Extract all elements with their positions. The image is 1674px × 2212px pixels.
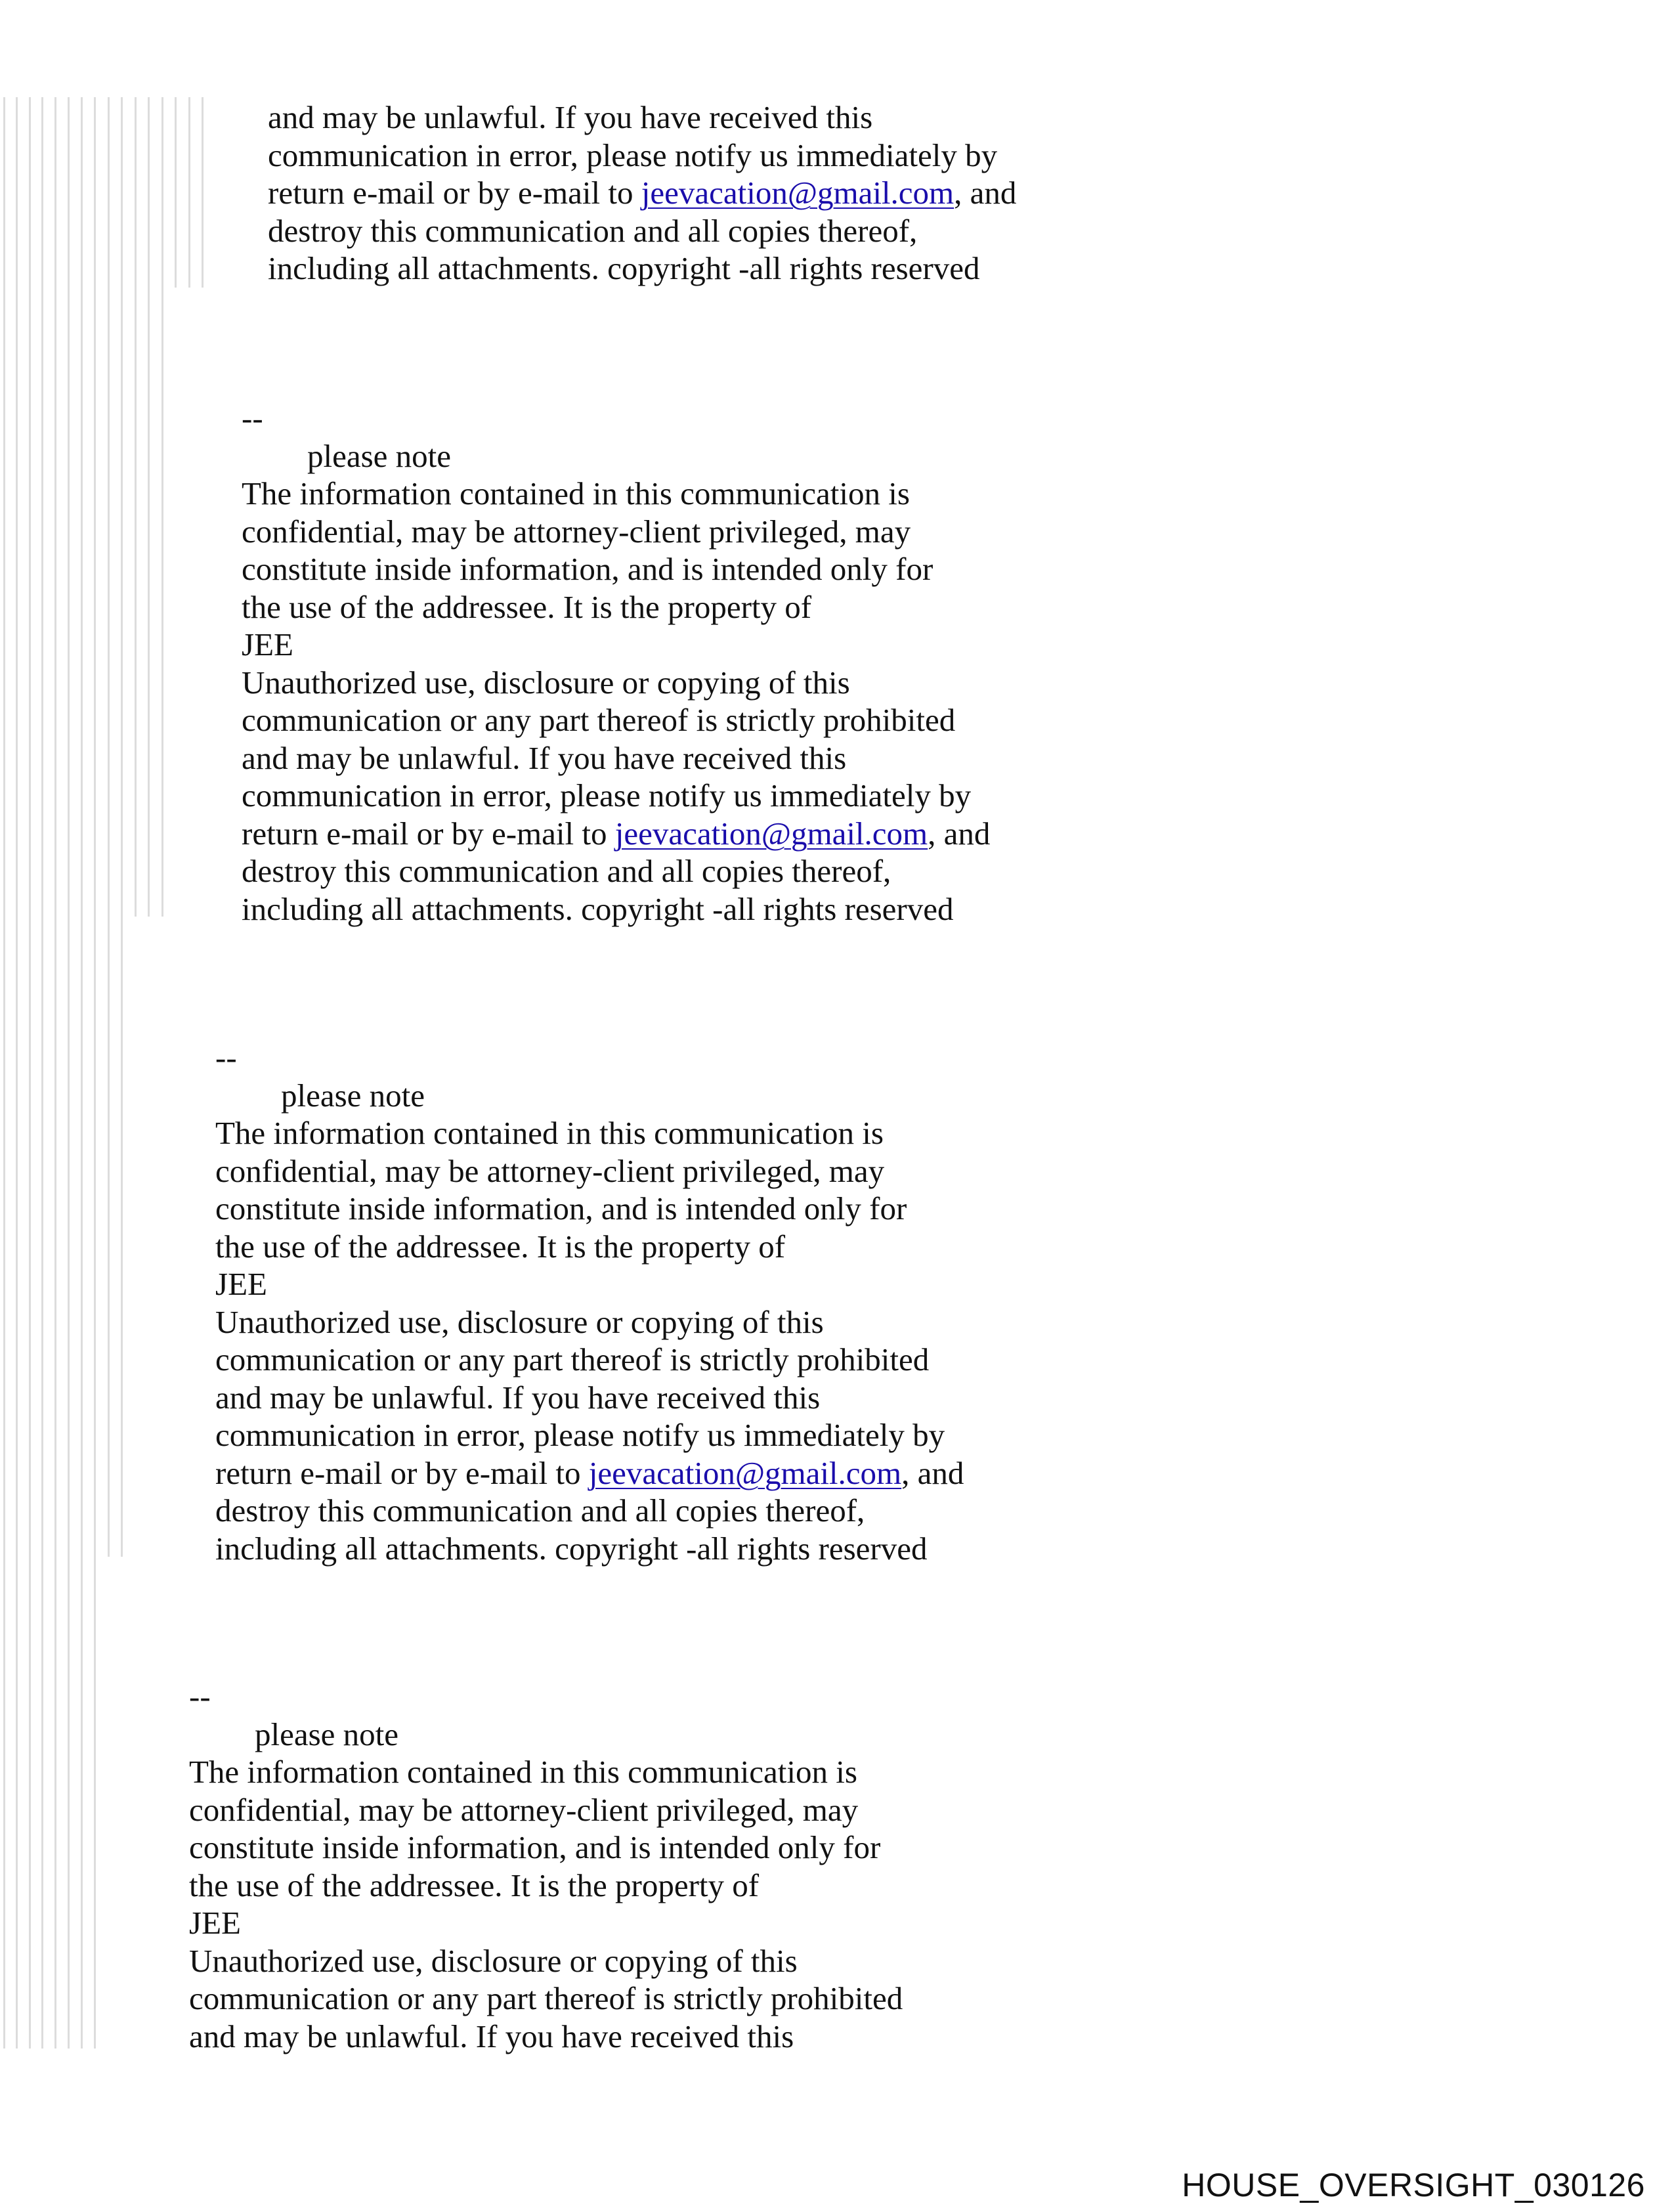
quote-rule (94, 97, 96, 2049)
text-line: communication or any part thereof is strictly prohibited (215, 1341, 930, 1377)
text-line: the use of the addressee. It is the property of (242, 588, 812, 625)
quote-rule (135, 97, 137, 917)
quote-rule (148, 97, 150, 917)
bates-number: HOUSE_OVERSIGHT_030126 (1182, 2167, 1645, 2203)
text-line: destroy this communication and all copies thereof, (268, 212, 918, 249)
text-line: and may be unlawful. If you have received this (242, 739, 847, 776)
quote-rule (16, 97, 18, 2049)
text-line: including all attachments. copyright -all rights reserved (242, 890, 954, 927)
quote-rule (161, 97, 163, 917)
text-fragment: , and (928, 815, 991, 852)
signature-separator: -- (215, 1039, 237, 1075)
disclaimer-block-3 (215, 1039, 964, 1567)
text-line: communication or any part thereof is strictly prohibited (189, 1980, 903, 2016)
email-link[interactable]: jeevacation@gmail.com (641, 175, 955, 211)
disclaimer-block-2 (242, 399, 990, 928)
text-line: destroy this communication and all copies thereof, (242, 853, 891, 889)
text-line: communication in error, please notify us immediately by (215, 1417, 945, 1453)
text-line: constitute inside information, and is intended only for (189, 1829, 881, 1865)
text-line: Unauthorized use, disclosure or copying of this (215, 1303, 824, 1340)
quote-rule (81, 97, 83, 2049)
text-line: confidential, may be attorney-client privileged, may (189, 1791, 859, 1828)
text-line: The information contained in this communication is (242, 475, 910, 511)
text-line: destroy this communication and all copies thereof, (215, 1492, 865, 1529)
text-line: communication in error, please notify us immediately by (242, 777, 972, 813)
text-line: the use of the addressee. It is the property of (189, 1867, 760, 1903)
quote-rule (68, 97, 70, 2049)
email-link[interactable]: jeevacation@gmail.com (614, 815, 928, 852)
text-line: The information contained in this communication is (215, 1115, 884, 1151)
quote-rule (202, 97, 204, 288)
text-line: confidential, may be attorney-client privileged, may (242, 513, 911, 550)
quote-rule (54, 97, 56, 2049)
text-line: and may be unlawful. If you have received this (268, 99, 873, 135)
text-line: Unauthorized use, disclosure or copying of this (189, 1942, 798, 1979)
quote-rule (108, 97, 110, 1557)
disclaimer-block-1 (268, 98, 1016, 288)
text-line: communication in error, please notify us immediately by (268, 137, 998, 173)
text-line: constitute inside information, and is intended only for (215, 1190, 907, 1226)
quote-rule (3, 97, 5, 2049)
text-fragment: return e-mail or by e-mail to (215, 1454, 589, 1491)
text-line-with-email (242, 815, 990, 853)
text-line-with-email (215, 1454, 964, 1492)
disclaimer-block-4 (189, 1678, 903, 2055)
text-line: including all attachments. copyright -all rights reserved (268, 250, 980, 286)
quote-rule (29, 97, 31, 2049)
text-line: constitute inside information, and is intended only for (242, 551, 934, 587)
text-fragment: return e-mail or by e-mail to (242, 815, 615, 852)
text-fragment: return e-mail or by e-mail to (268, 175, 641, 211)
text-fragment: , and (954, 175, 1017, 211)
quote-rule (175, 97, 177, 288)
text-line: JEE (242, 626, 293, 662)
text-line: communication or any part thereof is strictly prohibited (242, 702, 956, 738)
text-line: The information contained in this communication is (189, 1754, 857, 1790)
text-line: JEE (215, 1266, 267, 1302)
signature-separator: -- (189, 1678, 211, 1714)
please-note-heading: please note (307, 437, 452, 474)
please-note-heading: please note (281, 1077, 425, 1114)
quote-rule (121, 97, 123, 1557)
text-line: the use of the addressee. It is the property of (215, 1228, 786, 1265)
text-fragment: , and (901, 1454, 964, 1491)
quote-rule (41, 97, 43, 2049)
text-line: and may be unlawful. If you have received this (189, 2018, 794, 2054)
quote-rule (188, 97, 190, 288)
signature-separator: -- (242, 400, 263, 436)
text-line-with-email (268, 174, 1016, 212)
text-line: confidential, may be attorney-client privileged, may (215, 1152, 885, 1189)
text-line: Unauthorized use, disclosure or copying of this (242, 664, 850, 701)
please-note-heading: please note (255, 1716, 399, 1752)
text-line: JEE (189, 1905, 241, 1941)
text-line: including all attachments. copyright -all rights reserved (215, 1530, 928, 1567)
email-link[interactable]: jeevacation@gmail.com (588, 1454, 902, 1491)
text-line: and may be unlawful. If you have received this (215, 1379, 821, 1416)
